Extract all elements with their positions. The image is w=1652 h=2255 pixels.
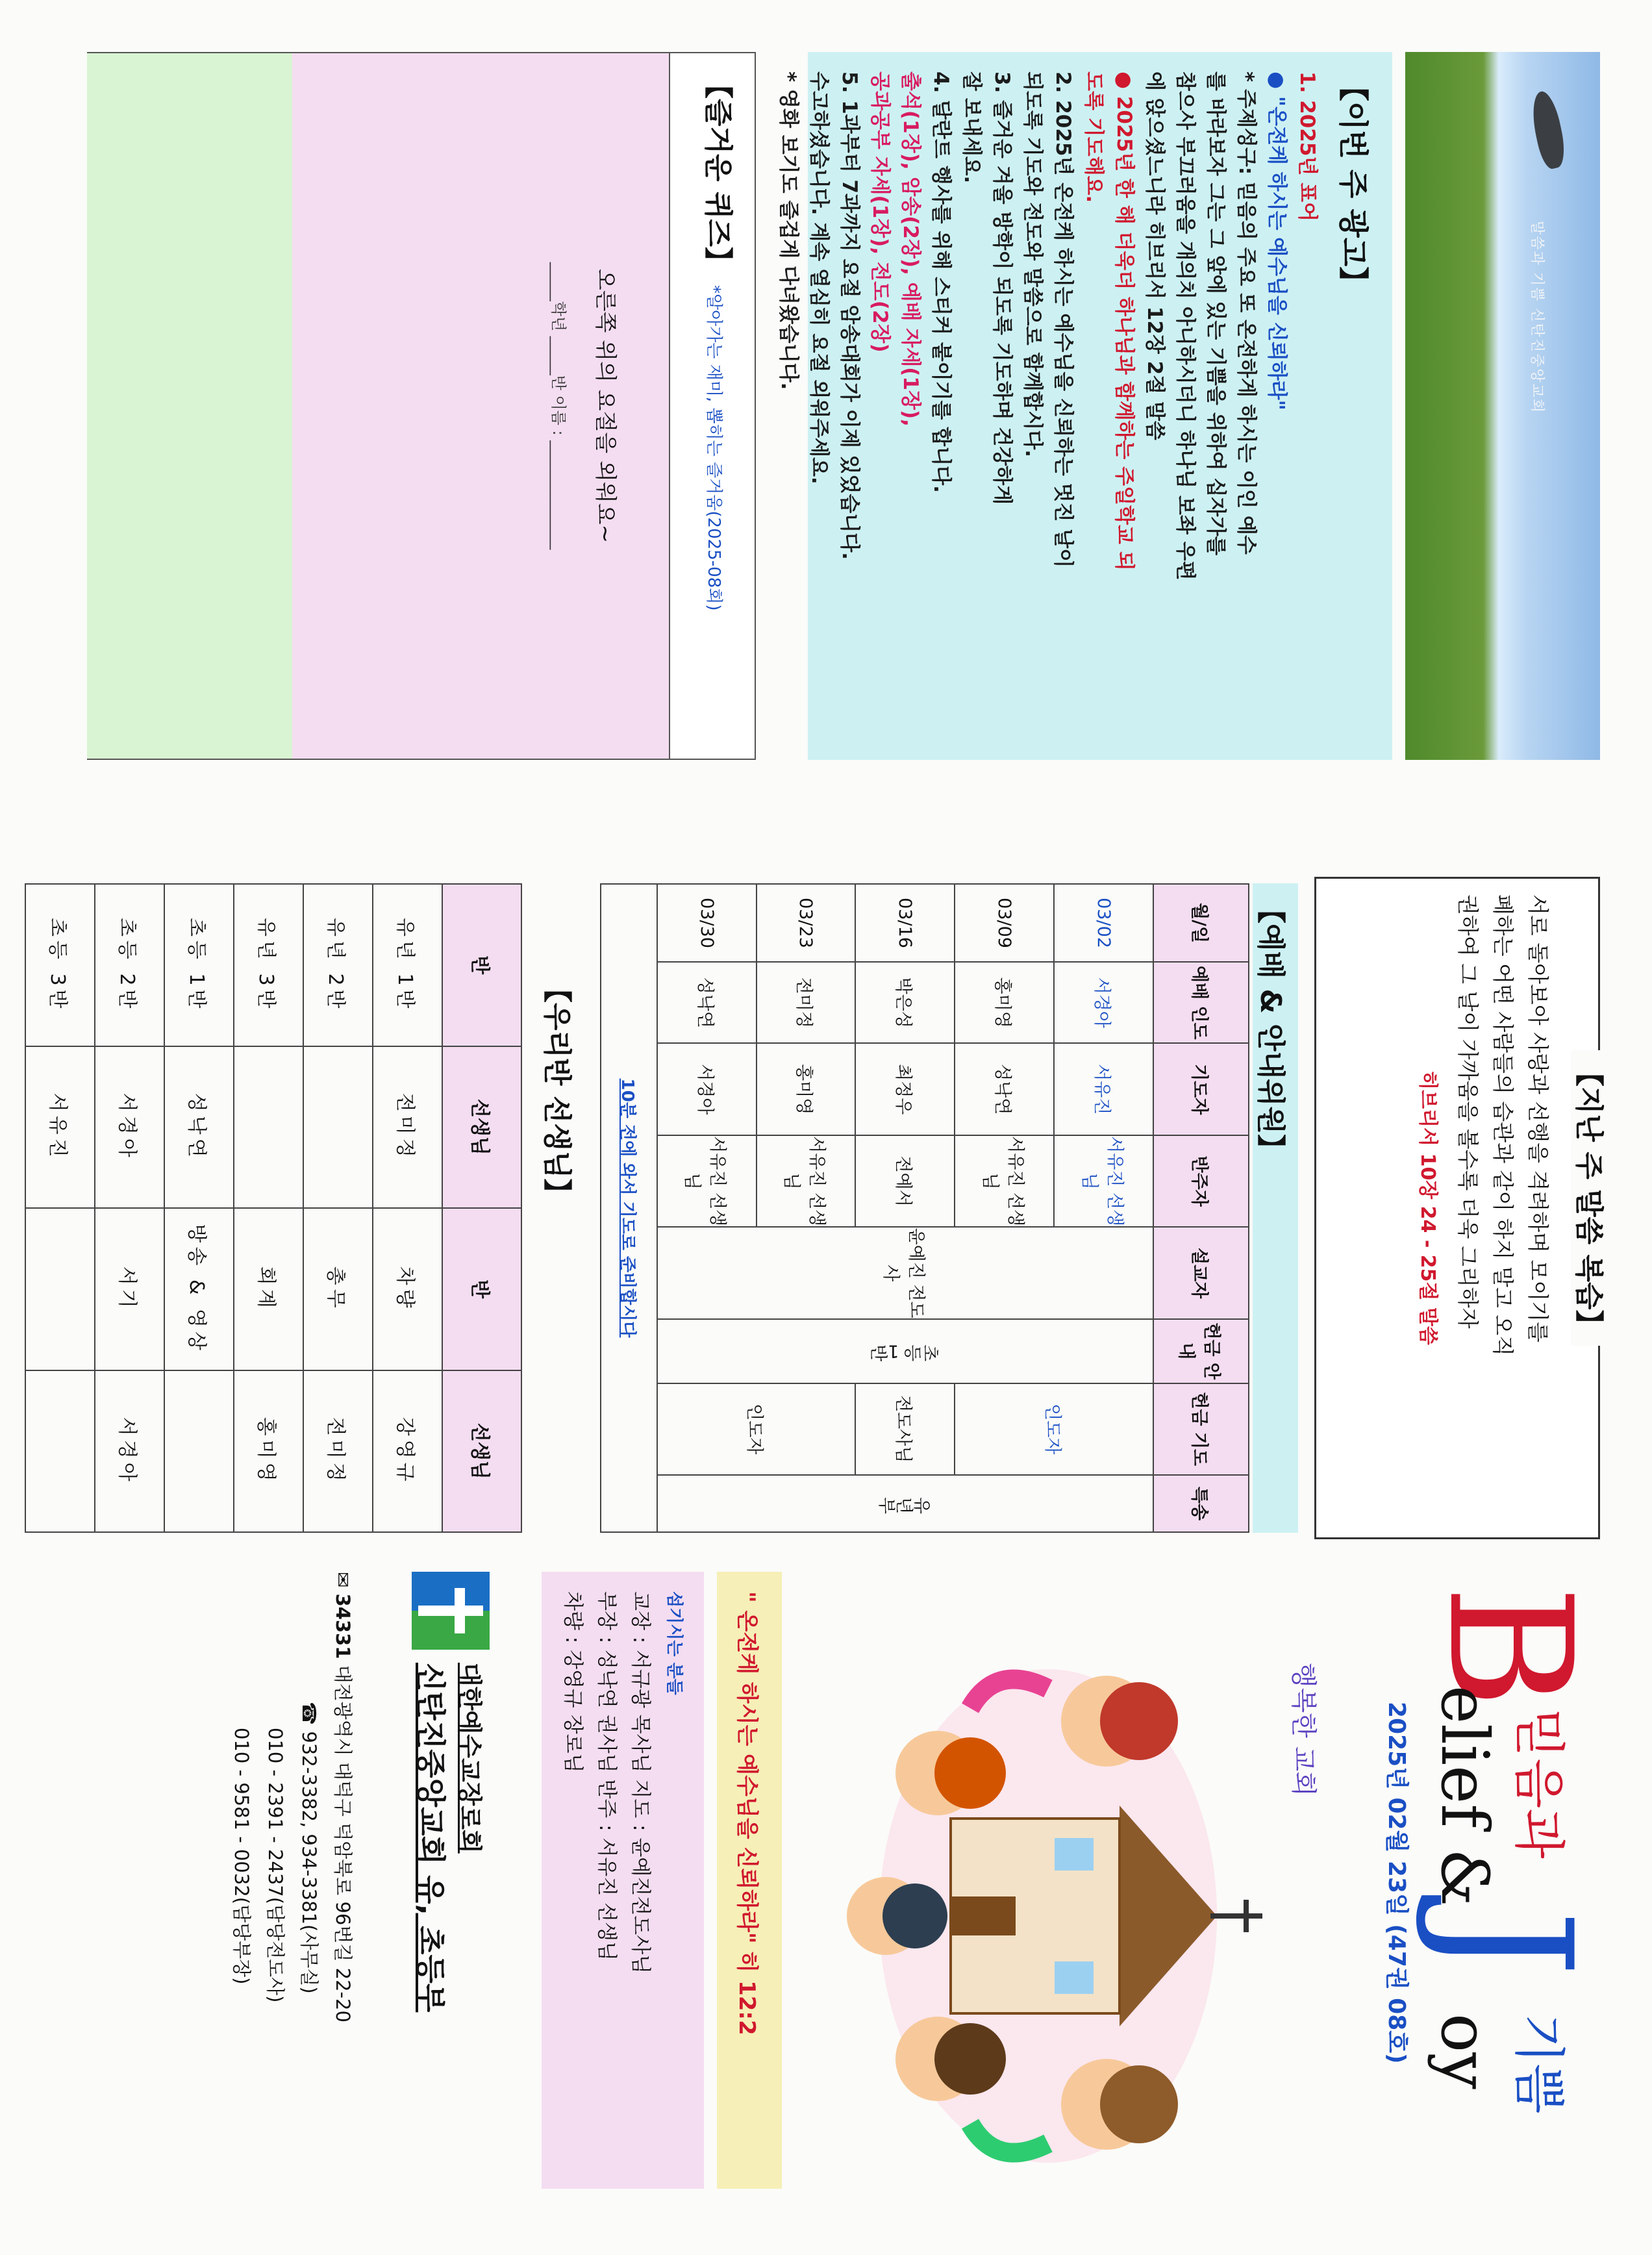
worship-offering-prayer: 인도자 — [657, 1383, 856, 1475]
teacher-name-cell — [164, 1370, 234, 1533]
staff-line: 차량 : 강영규 장로님 — [561, 1591, 584, 1773]
worship-table — [600, 883, 1249, 1533]
address-line: ✉ 34331 대전광역시 대덕구 덕암북로 96번길 22-20 — [332, 1572, 354, 2022]
teacher-name-cell: 성낙연 — [164, 1046, 234, 1209]
announcement-line: 5. 1과부터 7과까지 요절 암송대회가 이제 있었습니다. — [838, 71, 861, 560]
church-name-block — [379, 1663, 490, 2195]
issue-date: 2025년 02월 23일 (47권 08호) — [1383, 1702, 1410, 2064]
logo-korean-joy: 기쁨 — [1508, 2013, 1569, 2114]
class-name-cell: 유년 1반 — [373, 884, 442, 1046]
quiz-header — [670, 53, 755, 759]
teachers-title: 【우리반 선생님】 — [540, 974, 573, 1207]
announcement-line: * 주제성구: 믿음의 주요 또 온전하게 하시는 이인 예수 — [1234, 71, 1258, 555]
dove-icon — [1527, 89, 1569, 171]
class-name-cell: 초등 3반 — [25, 884, 95, 1046]
announcement-line: 2. 2025년 온전케 하시는 예수님을 신뢰하는 멋진 날이 — [1051, 71, 1075, 568]
announcement-lines — [773, 71, 1322, 740]
class-name-cell: 서기 — [95, 1208, 164, 1370]
announcement-line: * 영화 보기도 즐겁게 다녀왔습니다. — [777, 71, 800, 390]
class-name-cell: 방송 & 영상 — [164, 1208, 234, 1370]
class-name-cell: 초등 1반 — [164, 884, 234, 1046]
quiz-box — [87, 52, 756, 760]
staff-label: 섬기시는 분들 — [664, 1591, 684, 1695]
worship-prayer: 홍미영 — [757, 1043, 856, 1135]
worship-header: 헌금 안내 — [1153, 1319, 1249, 1383]
staff-box — [542, 1572, 704, 2189]
teacher-name-cell — [303, 1046, 373, 1209]
worship-header: 예배 인도 — [1153, 962, 1249, 1043]
quiz-answer-area[interactable] — [87, 53, 292, 759]
announcements-title: 【이번 주 광고】 — [1336, 71, 1371, 297]
worship-header: 기도자 — [1153, 1043, 1249, 1135]
teacher-name-cell: 전미정 — [373, 1046, 442, 1209]
banner-caption: 말씀과 기쁨 신탄진중앙교회 — [1529, 221, 1545, 414]
worship-prayer: 성낙연 — [955, 1043, 1054, 1135]
quiz-question-area — [291, 53, 670, 759]
motto-box — [717, 1572, 782, 2189]
announcement-line: 3. 즐거운 겨울 방학이 되도록 기도하며 건강하게 — [990, 71, 1014, 505]
class-name-cell — [25, 1208, 95, 1370]
teacher-row — [234, 884, 303, 1532]
worship-note: 10분 전에 와서 기도로 준비합시다 — [601, 884, 657, 1532]
street-address: 대전광역시 대덕구 덕암북로 96번길 22-20 — [332, 1665, 354, 2022]
mail-icon: ✉ — [332, 1572, 354, 1594]
worship-prayer: 최정우 — [855, 1043, 955, 1135]
review-line: 서로 돌아보아 사랑과 선행을 격려하며 모이기를 — [1525, 894, 1551, 1343]
review-line: 권하여 그 날이 가까움을 볼수록 더욱 그리하자 — [1455, 894, 1481, 1329]
class-name-cell: 차량 — [373, 1208, 442, 1370]
worship-offering-prayer: 전도사님 — [855, 1383, 955, 1475]
quiz-question: 오른쪽 위의 요절을 외워요~ — [592, 268, 618, 544]
announcement-line: 에 앉으셨느니라 히브리서 12장 2절 말씀 — [1143, 71, 1166, 440]
worship-special-song: 유년부 — [657, 1475, 1153, 1532]
worship-pianist: 서유진 선생님 — [657, 1135, 757, 1227]
teacher-row — [164, 884, 234, 1532]
address-line: ☎ 932-3382, 934-3381(사무실) — [298, 1702, 320, 1994]
worship-leader: 서경아 — [1054, 962, 1153, 1043]
children-church-icon — [821, 1611, 1353, 2195]
worship-leader: 홍미영 — [955, 962, 1054, 1043]
teacher-name-cell: 서경아 — [95, 1046, 164, 1209]
worship-pianist: 서유진 선생님 — [1054, 1135, 1153, 1227]
worship-offering-prayer: 인도자 — [955, 1383, 1153, 1475]
worship-prayer: 서경아 — [657, 1043, 757, 1135]
logo-letter-b: B — [1411, 1585, 1607, 1709]
teacher-row — [373, 884, 442, 1532]
announcement-line: ● "온전케 하시는 예수님을 신뢰하라" — [1265, 71, 1288, 410]
teacher-name-cell: 서경아 — [95, 1370, 164, 1533]
logo-korean-belief: 믿음과 — [1508, 1708, 1569, 1859]
verse-review-box — [1314, 877, 1605, 1539]
address-line: 010 - 9581 - 0032(담당부장) — [231, 1728, 253, 1985]
teachers-header: 반 — [442, 884, 521, 1046]
logo-word-joy: oy — [1427, 2013, 1503, 2089]
worship-date: 03/23 — [757, 884, 856, 962]
staff-line: 교장 : 서규광 목사님 지도 : 윤예진전도사님 — [629, 1591, 652, 1974]
announcement-line: 출석(1장), 암송(2장), 예배 자세(1장), — [899, 71, 922, 427]
worship-pianist: 전예서 — [855, 1135, 955, 1227]
class-name-cell: 총무 — [303, 1208, 373, 1370]
worship-header: 반주자 — [1153, 1135, 1249, 1227]
teachers-header: 선생님 — [442, 1046, 521, 1209]
sky-field-banner — [1405, 52, 1600, 760]
teachers-header: 반 — [442, 1208, 521, 1370]
teacher-row — [303, 884, 373, 1532]
worship-title: 【예배 & 안내위원】 — [1253, 883, 1298, 1533]
announcements-box — [777, 52, 1392, 760]
denomination: 대한예수교장로회 — [455, 1663, 484, 1854]
announcement-line: 4. 달란트 행사를 위해 스티커 붙이기를 합니다. — [929, 71, 953, 493]
quiz-title: 【즐거운 퀴즈】 — [701, 70, 734, 275]
motto-text: " 온전케 하시는 예수님을 신뢰하라" 히 12:2 — [734, 1591, 760, 2035]
quiz-name-line[interactable]: _____학년 _____반 이름 : ______________ — [549, 262, 568, 550]
worship-header: 헌금 기도 — [1153, 1383, 1249, 1475]
logo-word-belief: elief & — [1427, 1685, 1503, 1907]
worship-date: 03/30 — [657, 884, 757, 962]
worship-date: 03/09 — [955, 884, 1054, 962]
review-title: 【지난 주 말씀 복습】 — [1571, 1050, 1612, 1346]
teachers-table — [25, 883, 522, 1533]
class-name-cell: 유년 2반 — [303, 884, 373, 1046]
address-line: 010 - 2391 - 2437(담당전도사) — [264, 1728, 286, 2003]
worship-prayer: 서유진 — [1054, 1043, 1153, 1135]
happy-church-illustration — [821, 1611, 1353, 2195]
teacher-name-cell: 홍미영 — [234, 1370, 303, 1533]
teacher-row — [25, 884, 95, 1532]
class-name-cell: 회계 — [234, 1208, 303, 1370]
announcement-line: 되도록 기도와 전도와 말씀으로 함께합시다. — [1021, 71, 1044, 457]
announcement-line: 1. 2025년 표어 — [1295, 71, 1319, 222]
announcement-line: 를 바라보자 그는 그 앞에 있는 기쁨을 위하여 십자가를 — [1204, 71, 1227, 556]
announcement-line: 공과공부 자세(1장), 전도(2장) — [868, 71, 892, 353]
worship-header: 설교자 — [1153, 1227, 1249, 1318]
church-name: 신탄진중앙교회 유, 초등부 — [413, 1663, 448, 2013]
teachers-header: 선생님 — [442, 1370, 521, 1533]
teacher-name-cell — [234, 1046, 303, 1209]
staff-line: 부장 : 성낙연 권사님 반주 : 서유진 선생님 — [595, 1591, 618, 1961]
review-line: 폐하는 어떤 사람들의 습관과 같이 하지 말고 오직 — [1490, 894, 1516, 1356]
worship-header: 특송 — [1153, 1475, 1249, 1532]
phone-icon: ☎ — [298, 1702, 320, 1732]
worship-leader: 성낙연 — [657, 962, 757, 1043]
address-block — [145, 1572, 360, 2195]
teacher-name-cell — [25, 1370, 95, 1533]
teacher-name-cell: 전미정 — [303, 1370, 373, 1533]
class-name-cell: 유년 3반 — [234, 884, 303, 1046]
worship-leader: 박은성 — [855, 962, 955, 1043]
review-reference: 히브리서 10장 24 - 25절 말씀 — [1416, 1071, 1439, 1345]
announcement-line: 참으사 부끄러움을 개의치 아니하시더니 하나님 보좌 우편 — [1173, 71, 1197, 581]
worship-preacher: 윤예진 전도사 — [657, 1227, 1153, 1318]
worship-date: 03/02 — [1054, 884, 1153, 962]
announcement-line: ● 2025년 한 해 더욱더 하나님과 함께하는 주일학교 되 — [1112, 71, 1136, 571]
teachers-rows — [25, 884, 442, 1532]
quiz-subtitle: *알아가는 재미, 뽑히는 즐거움(2025-08회) — [704, 284, 723, 611]
cross-logo-icon — [412, 1572, 490, 1650]
teacher-name-cell: 서유진 — [25, 1046, 95, 1209]
worship-offering-guide: 초등 1반 — [657, 1319, 1153, 1383]
teacher-name-cell: 강영규 — [373, 1370, 442, 1533]
class-name-cell: 초등 2반 — [95, 884, 164, 1046]
announcement-line: 잘 보내세요. — [960, 71, 983, 184]
worship-leader: 전미정 — [757, 962, 856, 1043]
teacher-row — [95, 884, 164, 1532]
worship-header: 월/일 — [1153, 884, 1249, 962]
church-cross-logo — [412, 1572, 490, 1650]
logo-letter-j: J — [1411, 1909, 1607, 1978]
announcement-line: 도록 기도해요. — [1082, 71, 1105, 203]
worship-pianist: 서유진 선생님 — [955, 1135, 1054, 1227]
announcement-line: 수고하셨습니다. 계속 열심히 요절 외워주세요. — [807, 71, 831, 485]
illustration-caption: 행복한 교회 — [1288, 1663, 1318, 1796]
worship-pianist: 서유진 선생님 — [757, 1135, 856, 1227]
worship-date: 03/16 — [855, 884, 955, 962]
belief-joy-logo — [1366, 1572, 1607, 2195]
